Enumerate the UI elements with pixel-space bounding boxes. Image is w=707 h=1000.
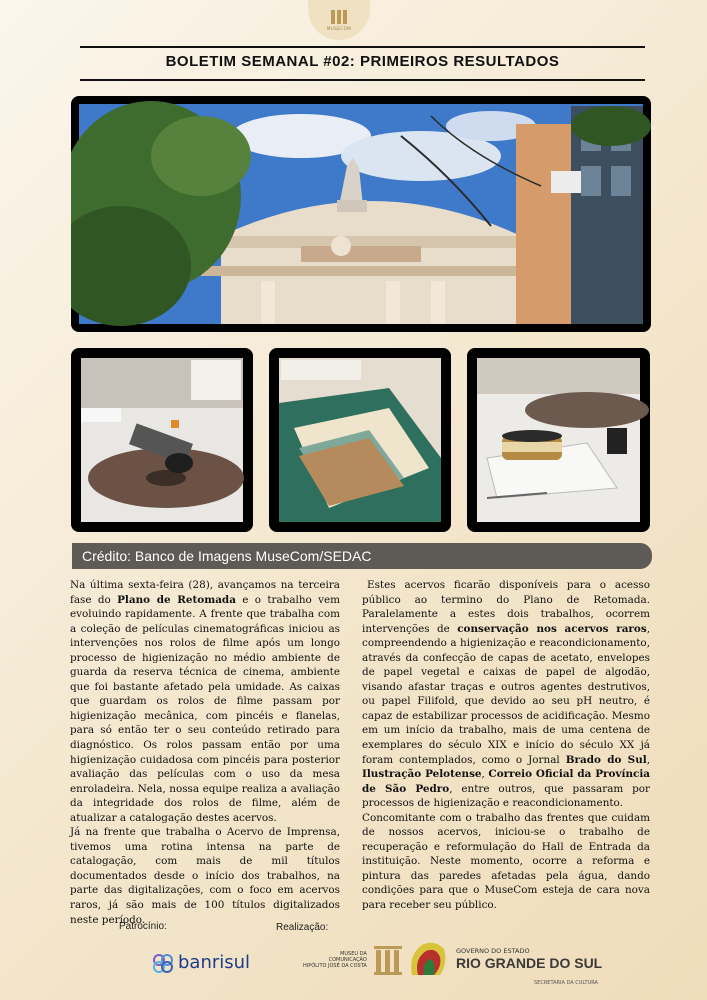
title-rule-bottom (80, 79, 645, 81)
musecom-top-logo (308, 0, 370, 40)
right-column (362, 578, 650, 913)
gov-line-2: RIO GRANDE DO SUL (456, 955, 603, 971)
realization-label: Realização: (276, 922, 329, 933)
governo-rs-logo (404, 935, 603, 986)
left-paragraph-1: Na última sexta-feira (28), avançamos na terceira fase do Plano de Retomada e o trabalho vem evoluindo rapidamente. A frente que trabalha com a coleção de películas cinematográficas iniciou as intervenções nos rolos de filme após um longo processo de higienização no médio ambiente de guarda da reserva técnica de cinema, ambiente que foi bastante afetado pela umidade. As caixas que guardam os rolos de filme passam por higienização mecânica, com pincéis e flanelas, para só então ter o seu conteúdo retirado para diagnóstico. Os rolos passam então por uma higienização cuidadosa com pincéis para posterior avaliação das películas com o uso da mesa enroladeira. Nela, nossa equipe realiza a avaliação da integridade dos rolos de filme, além de atualizar a catalogação destes acervos. (70, 579, 340, 824)
gov-line-3: SECRETARIA DA CULTURA (534, 980, 598, 986)
museu-columns-icon (373, 944, 403, 976)
sponsor-label: Patrocínio: (119, 921, 167, 932)
columns-icon (331, 10, 347, 24)
left-paragraph-2: Já na frente que trabalha o Acervo de Imprensa, tivemos uma rotina intensa na parte de catalogação, com mais de mil títulos documentados desde o início dos trabalhos, na parte das digitalizações, com o foco em acervos raros, já são mais de 100 títulos digitalizados neste período. (70, 826, 340, 926)
museu-line-1: MUSEU DA (340, 951, 367, 957)
banrisul-logo (152, 952, 250, 973)
rs-emblem-icon (404, 935, 454, 980)
photo-rare-books (269, 348, 451, 532)
title-rule-top (80, 46, 645, 48)
page-title: BOLETIM SEMANAL #02: PRIMEIROS RESULTADOS (165, 53, 560, 70)
main-photo-facade (71, 96, 651, 332)
left-column (70, 578, 340, 927)
gov-line-1: GOVERNO DO ESTADO (456, 947, 530, 955)
museu-line-3: HIPÓLITO JOSÉ DA COSTA (303, 963, 367, 969)
banrisul-wordmark: banrisul (178, 952, 251, 973)
museu-comunicacao-logo (303, 944, 403, 976)
right-paragraph-1: Estes acervos ficarão disponíveis para o acesso público ao termino do Plano de Retomada. Paralelamente a estes dois trabalhos, ocorrem intervenções de conservação nos acervos raros, compreendendo a higienização e reacondicionamento, através da confecção de capas de acetato, envelopes de papel vegetal e caixas de papel de algodão, visando afastar traças e outros agentes destrutivos, ou papel Filifold, que devido ao seu pH neutro, é capaz de estabilizar processos de acidificação. Mesmo em um início da trabalho, mais de uma centena de exemplares do século XIX e início do século XX já foram contemplados, como o Jornal Brado do Sul, Ilustração Pelotense, Correio Oficial da Província de São Pedro, entre outros, que passaram por processos de higienização e reacondicionamento. (362, 579, 651, 810)
banrisul-icon (152, 953, 174, 973)
photo-credit: Crédito: Banco de Imagens MuseCom/SEDAC (72, 543, 652, 569)
photo-film-can (467, 348, 650, 532)
top-logo-label: MUSECOM (326, 25, 352, 31)
photo-film-reel-cleaning (71, 348, 253, 532)
right-paragraph-2: Concomitante com o trabalho das frentes que cuidam de nossos acervos, iniciou-se o trabalho de recuperação e reformulação do Hall de Entrada da instituição. Neste momento, ocorre a reforma e pintura das paredes afetadas pela água, dando condições para que o MuseCom esteja de cara nova para receber seu público. (362, 811, 650, 912)
museu-line-2: COMUNICAÇÃO (328, 957, 367, 963)
